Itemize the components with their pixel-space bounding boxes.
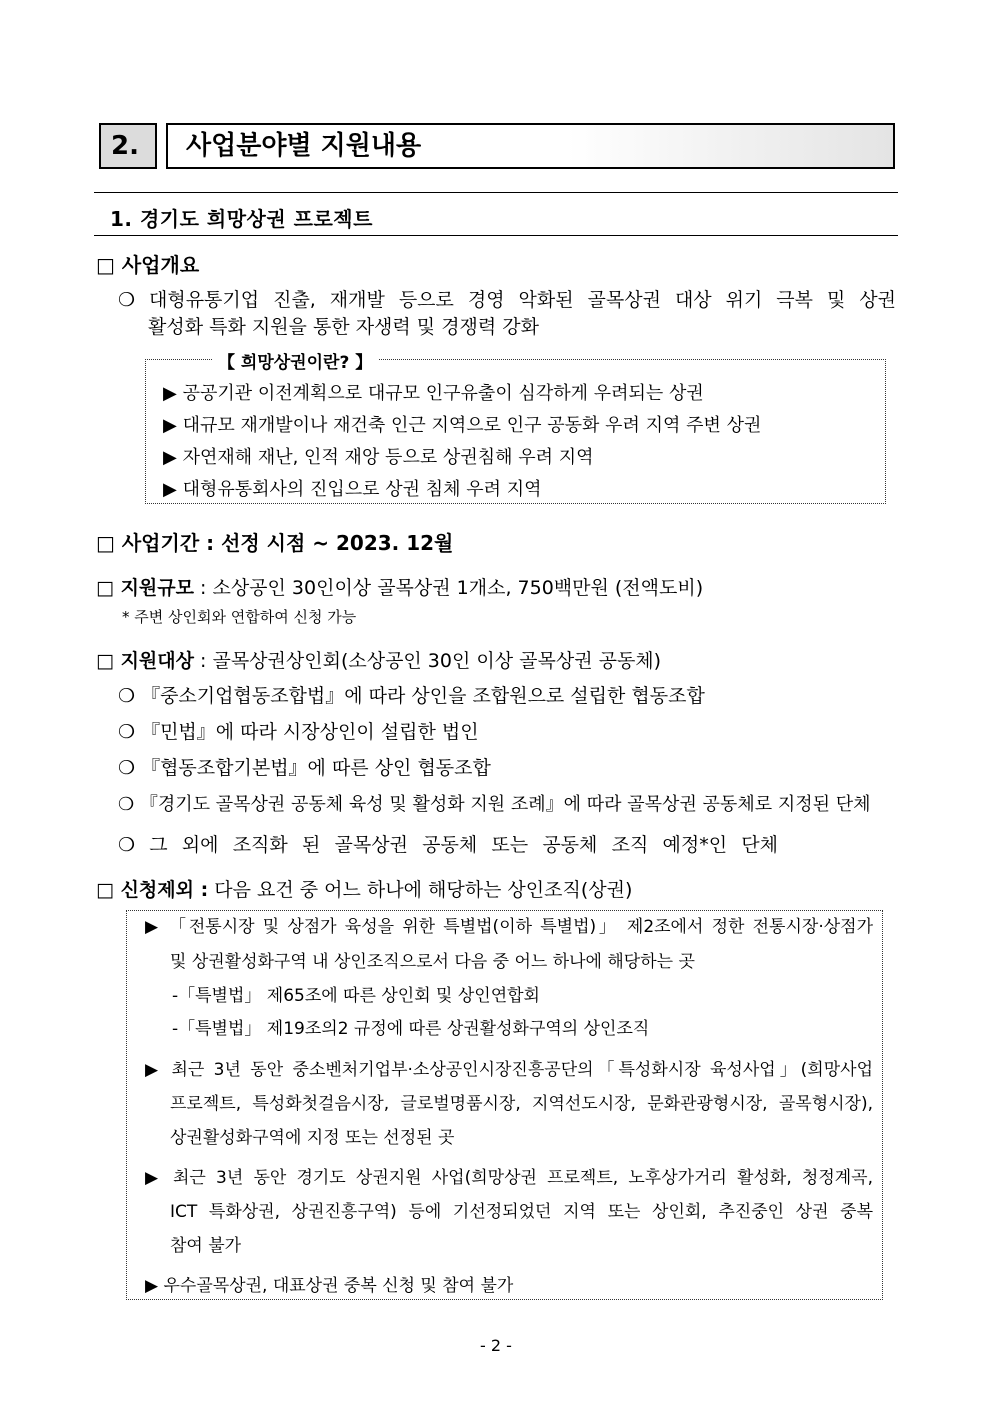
target-item: ❍ 그 외에 조직화 된 골목상권 공동체 또는 공동체 조직 예정*인 단체	[118, 834, 778, 856]
exclusion-label: □ 신청제외 :	[96, 879, 209, 901]
page-number: - 2 -	[480, 1336, 512, 1355]
overview-bullet-line1: ❍ 대형유통기업 진출, 재개발 등으로 경영 악화된 골목상권 대상 위기 극복 및 상권	[118, 289, 896, 311]
target-item: ❍ 『경기도 골목상권 공동체 육성 및 활성화 지원 조례』에 따라 골목상권 공동체로 지정된 단체	[118, 794, 871, 815]
period-heading: □ 사업기간 : 선정 시점 ~ 2023. 12월	[96, 531, 454, 555]
exclusion-item2-line3: 상권활성화구역에 지정 또는 선정된 곳	[170, 1128, 455, 1148]
scale-row	[96, 576, 703, 600]
section-title: 1. 경기도 희망상권 프로젝트	[110, 207, 373, 231]
exclusion-item4: ▶ 우수골목상권, 대표상권 중복 신청 및 참여 불가	[145, 1276, 514, 1296]
exclusion-item1-sub: -「특별법」 제65조에 따른 상인회 및 상인연합회	[172, 986, 540, 1006]
exclusion-item3-line3: 참여 불가	[170, 1236, 242, 1256]
target-item: ❍ 『중소기업협동조합법』에 따라 상인을 조합원으로 설립한 협동조합	[118, 685, 705, 707]
exclusion-item2-line1: ▶ 최근 3년 동안 중소벤처기업부·소상공인시장진흥공단의「특성화시장 육성사업」(희망사업	[145, 1060, 873, 1080]
target-item: ❍ 『민법』에 따라 시장상인이 설립한 법인	[118, 721, 479, 743]
exclusion-item1-line1: ▶ 「전통시장 및 상점가 육성을 위한 특별법(이하 특별법)」 제2조에서 정한 전통시장·상점가	[145, 917, 873, 937]
exclusion-item1-line2: 및 상권활성화구역 내 상인조직으로서 다음 중 어느 하나에 해당하는 곳	[170, 952, 695, 972]
exclusion-row	[96, 878, 632, 902]
section-top-rule	[94, 192, 898, 193]
target-label: □ 지원대상	[96, 650, 194, 672]
exclusion-item3-line1: ▶ 최근 3년 동안 경기도 상권지원 사업(희망상권 프로젝트, 노후상가거리 활성화, 청정계곡,	[145, 1168, 873, 1188]
scale-note: * 주변 상인회와 연합하여 신청 가능	[122, 608, 357, 626]
scale-label: □ 지원규모	[96, 577, 194, 599]
chapter-title: 사업분야별 지원내용	[166, 123, 895, 169]
hope-district-box-label: 【 희망상권이란? 】	[212, 348, 378, 373]
section-bottom-rule	[94, 235, 898, 236]
chapter-number: 2.	[99, 123, 157, 169]
hope-district-item: ▶ 대형유통회사의 진입으로 상권 침체 우려 지역	[163, 479, 542, 500]
overview-bullet-line2: 활성화 특화 지원을 통한 자생력 및 경쟁력 강화	[148, 316, 540, 338]
hope-district-item: ▶ 대규모 재개발이나 재건축 인근 지역으로 인구 공동화 우려 지역 주변 상권	[163, 415, 762, 436]
target-row	[96, 649, 661, 673]
hope-district-item: ▶ 자연재해 재난, 인적 재앙 등으로 상권침해 우려 지역	[163, 447, 594, 468]
exclusion-item1-sub: -「특별법」 제19조의2 규정에 따른 상권활성화구역의 상인조직	[172, 1019, 650, 1039]
hope-district-item: ▶ 공공기관 이전계획으로 대규모 인구유출이 심각하게 우려되는 상권	[163, 383, 704, 404]
exclusion-item3-line2: ICT 특화상권, 상권진흥구역) 등에 기선정되었던 지역 또는 상인회, 추진중인 상권 중복	[170, 1202, 873, 1222]
exclusion-value: 다음 요건 중 어느 하나에 해당하는 상인조직(상권)	[208, 879, 633, 901]
overview-heading: □ 사업개요	[96, 253, 200, 277]
scale-value: : 소상공인 30인이상 골목상권 1개소, 750백만원 (전액도비)	[193, 577, 704, 599]
exclusion-item2-line2: 프로젝트, 특성화첫걸음시장, 글로벌명품시장, 지역선도시장, 문화관광형시장, 골목형시장),	[170, 1094, 873, 1114]
target-value: : 골목상권상인회(소상공인 30인 이상 골목상권 공동체)	[193, 650, 662, 672]
target-item: ❍ 『협동조합기본법』에 따른 상인 협동조합	[118, 757, 491, 779]
